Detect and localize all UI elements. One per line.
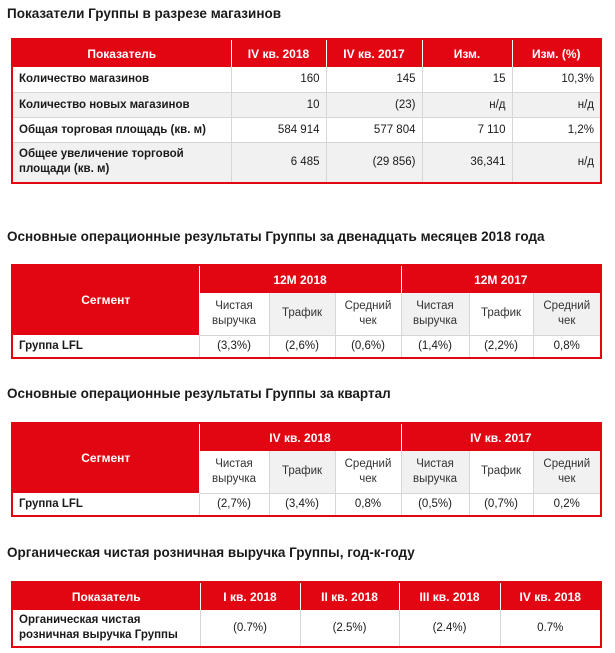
table-cell: (29 856) <box>326 142 422 182</box>
table-cell: (1,4%) <box>401 335 469 357</box>
table-row <box>13 117 600 142</box>
period-header: IV кв. 2017 <box>401 424 600 451</box>
column-header: I кв. 2018 <box>200 583 300 610</box>
table-cell: 0,2% <box>553 498 580 511</box>
table-cell: (0,6%) <box>335 335 401 357</box>
table-cell: н/д <box>422 92 512 117</box>
table-cell: (2.4%) <box>399 610 500 646</box>
table-cell: (2,6%) <box>269 335 335 357</box>
organic-revenue-table-frame <box>11 581 602 648</box>
table-row <box>13 335 600 357</box>
section-title-stores: Показатели Группы в разрезе магазинов <box>7 6 282 21</box>
results-quarter-table-frame <box>11 422 602 517</box>
segment-header: Сегмент <box>13 266 199 335</box>
subheader-traffic: Трафик <box>269 293 335 335</box>
table-cell: 0,8% <box>553 340 580 353</box>
table-row <box>13 142 600 182</box>
subheader-traffic: Трафик <box>469 451 533 493</box>
row-label: Органическая чистая розничная выручка Группы <box>13 610 200 646</box>
stores-table-frame <box>11 38 602 184</box>
column-header: IV кв. 2018 <box>231 40 326 67</box>
subheader-traffic: Трафик <box>269 451 335 493</box>
subheader-avg-check: Средний чек <box>335 451 401 493</box>
results-12m-table <box>13 266 600 357</box>
table-cell: 1,2% <box>512 117 600 142</box>
table-header-row <box>13 40 600 67</box>
table-cell: 15 <box>422 67 512 92</box>
table-cell: 577 804 <box>326 117 422 142</box>
column-header: Показатель <box>13 583 200 610</box>
column-header: II кв. 2018 <box>300 583 399 610</box>
table-cell: (0,7%) <box>469 493 533 515</box>
subheader-net-revenue: Чистая выручка <box>199 451 269 493</box>
section-title-12m: Основные операционные результаты Группы за двенадцать месяцев 2018 года <box>7 229 545 244</box>
column-header: Показатель <box>13 40 231 67</box>
table-cell: н/д <box>512 142 600 182</box>
subheader-net-revenue: Чистая выручка <box>199 293 269 335</box>
results-12m-table-frame <box>11 264 602 359</box>
table-row <box>13 92 600 117</box>
table-row <box>13 493 600 515</box>
table-cell: 584 914 <box>231 117 326 142</box>
table-cell: 36,341 <box>422 142 512 182</box>
table-cell: 0.7% <box>537 622 564 634</box>
table-row <box>13 67 600 92</box>
section-title-quarter: Основные операционные результаты Группы за квартал <box>7 386 391 401</box>
organic-revenue-table <box>13 583 600 646</box>
table-cell: 10,3% <box>512 67 600 92</box>
table-cell: 145 <box>326 67 422 92</box>
table-cell: (23) <box>326 92 422 117</box>
column-header: IV кв. 2018 <box>500 583 600 610</box>
period-header: 12M 2017 <box>401 266 600 293</box>
period-header: 12M 2018 <box>199 266 401 293</box>
column-header: Изм. (%) <box>512 40 600 67</box>
table-cell: 6 485 <box>231 142 326 182</box>
results-quarter-table <box>13 424 600 515</box>
row-label: Группа LFL <box>13 335 199 357</box>
table-cell: (0,5%) <box>401 493 469 515</box>
subheader-net-revenue: Чистая выручка <box>401 293 469 335</box>
row-label: Количество магазинов <box>13 67 231 92</box>
row-label: Общая торговая площадь (кв. м) <box>13 117 231 142</box>
table-cell: (3,3%) <box>199 335 269 357</box>
table-cell: 7 110 <box>422 117 512 142</box>
column-header: III кв. 2018 <box>399 583 500 610</box>
row-label: Количество новых магазинов <box>13 92 231 117</box>
subheader-traffic: Трафик <box>469 293 533 335</box>
stores-table <box>13 40 600 182</box>
subheader-avg-check: Средний чек <box>533 451 600 493</box>
table-header-row <box>13 424 600 451</box>
column-header: IV кв. 2017 <box>326 40 422 67</box>
subheader-avg-check: Средний чек <box>533 293 600 335</box>
subheader-net-revenue: Чистая выручка <box>401 451 469 493</box>
table-cell: 0,8% <box>335 493 401 515</box>
table-header-row <box>13 583 600 610</box>
row-label: Общее увеличение торговой площади (кв. м) <box>13 142 231 182</box>
row-label: Группа LFL <box>13 493 199 515</box>
period-header: IV кв. 2018 <box>199 424 401 451</box>
table-cell: (3,4%) <box>269 493 335 515</box>
table-cell: 10 <box>231 92 326 117</box>
table-row <box>13 610 600 646</box>
subheader-avg-check: Средний чек <box>335 293 401 335</box>
table-cell: 160 <box>231 67 326 92</box>
table-header-row <box>13 266 600 293</box>
table-cell: н/д <box>512 92 600 117</box>
table-cell: (0.7%) <box>200 610 300 646</box>
table-cell: (2,7%) <box>199 493 269 515</box>
section-title-organic: Органическая чистая розничная выручка Группы, год-к-году <box>7 545 415 560</box>
table-cell: (2,2%) <box>469 335 533 357</box>
column-header: Изм. <box>422 40 512 67</box>
table-cell: (2.5%) <box>300 610 399 646</box>
segment-header: Сегмент <box>13 424 199 493</box>
